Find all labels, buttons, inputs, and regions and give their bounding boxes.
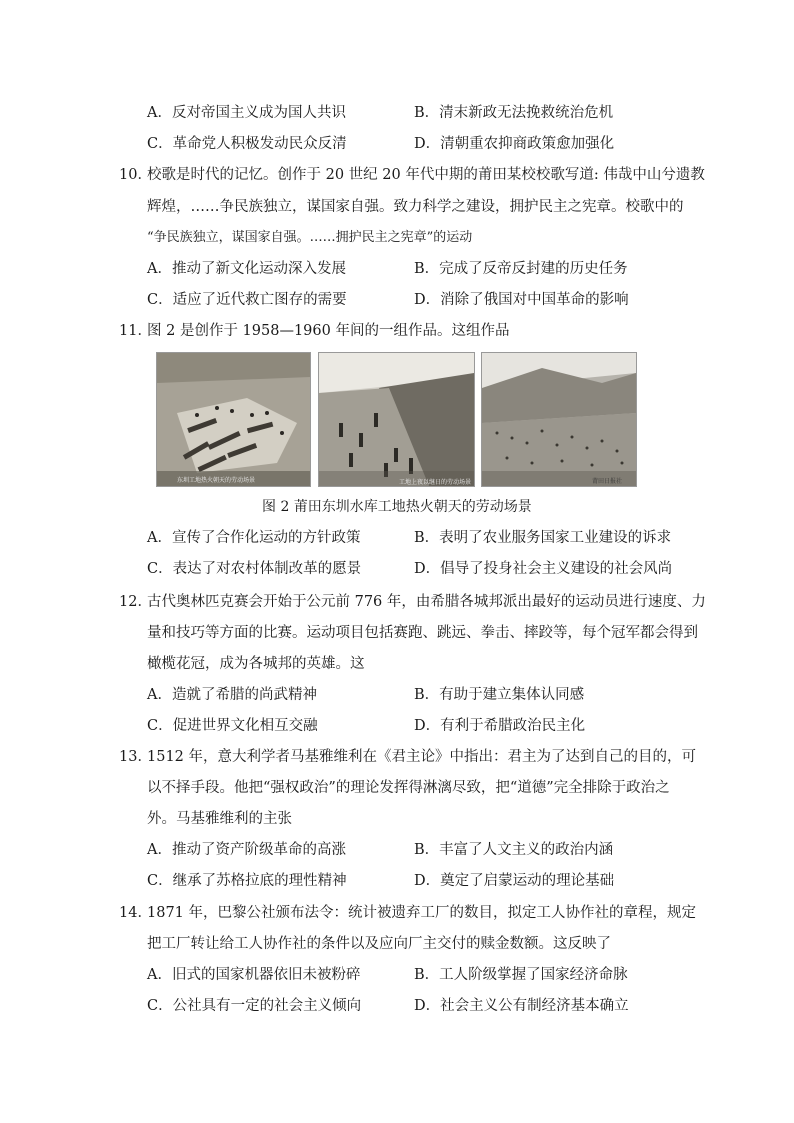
q13-number: 13．	[119, 749, 152, 765]
q14-option-d[interactable]: D．社会主义公有制经济基本确立	[414, 998, 629, 1014]
q14-stem-line-2: 把工厂转让给工人协作社的条件以及应向厂主交付的赎金数额。这反映了	[147, 936, 611, 952]
q9-option-d[interactable]: D．清朝重农抑商政策愈加强化	[414, 136, 615, 152]
slope-workers-photo-icon	[319, 353, 474, 486]
boats-photo-icon	[157, 353, 310, 486]
q12-option-d[interactable]: D．有利于希腊政治民主化	[414, 718, 586, 734]
q11-option-c[interactable]: C．表达了对农村体制改革的愿景	[147, 561, 362, 577]
slope-photo-watermark: 工地上夜以继日的劳动场景	[399, 479, 472, 486]
q12-stem-line-2: 量和技巧等方面的比赛。运动项目包括赛跑、跳远、拳击、摔跤等，每个冠军都会得到	[147, 625, 698, 641]
q14-number: 14．	[119, 905, 152, 921]
q14-option-a[interactable]: A．旧式的国家机器依旧未被粉碎	[147, 967, 361, 983]
q13-option-a[interactable]: A．推动了资产阶级革命的高涨	[147, 842, 346, 858]
q11-stem: 图 2 是创作于 1958—1960 年间的一组作品。这组作品	[147, 323, 510, 339]
q9-option-c[interactable]: C．革命党人积极发动民众反清	[147, 136, 347, 152]
figure-2-caption: 图 2 莆田东圳水库工地热火朝天的劳动场景	[262, 499, 532, 515]
q13-stem-line-3: 外。马基雅维利的主张	[147, 811, 292, 827]
figure-photo-crowd-valley	[481, 352, 637, 487]
q14-option-c[interactable]: C．公社具有一定的社会主义倾向	[147, 998, 362, 1014]
figure-photo-boats	[156, 352, 311, 487]
q13-stem-line-1: 1512 年，意大利学者马基雅维利在《君主论》中指出：君主为了达到自己的目的，可	[147, 749, 697, 765]
q9-option-b[interactable]: B．清末新政无法挽救统治危机	[414, 105, 614, 121]
q11-number: 11．	[119, 323, 152, 339]
q12-stem-line-3: 橄榄花冠，成为各城邦的英雄。这	[147, 656, 365, 672]
q13-option-b[interactable]: B．丰富了人文主义的政治内涵	[414, 842, 614, 858]
q10-option-b[interactable]: B．完成了反帝反封建的历史任务	[414, 261, 628, 277]
q11-option-b[interactable]: B．表明了农业服务国家工业建设的诉求	[414, 530, 672, 546]
q10-stem-line-3: “争民族独立，谋国家自强。……拥护民主之宪章”的运动	[147, 230, 473, 245]
crowd-valley-photo-icon	[482, 353, 636, 486]
q13-option-c[interactable]: C．继承了苏格拉底的理性精神	[147, 873, 347, 889]
q12-number: 12．	[119, 594, 152, 610]
q10-stem-line-2: 辉煌，……争民族独立，谋国家自强。致力科学之建设，拥护民主之宪章。校歌中的	[147, 199, 684, 215]
q14-stem-line-1: 1871 年，巴黎公社颁布法令：统计被遗弃工厂的数目，拟定工人协作社的章程，规定	[147, 905, 697, 921]
crowd-photo-watermark: 莆田日报社	[592, 478, 623, 485]
q10-option-a[interactable]: A．推动了新文化运动深入发展	[147, 261, 346, 277]
q10-stem-line-1: 校歌是时代的记忆。创作于 20 世纪 20 年代中期的莆田某校校歌写道: 伟哉中山兮遗教	[147, 167, 705, 183]
q13-stem-line-2: 以不择手段。他把“强权政治”的理论发挥得淋漓尽致，把“道德”完全排除于政治之	[147, 780, 670, 796]
q11-option-d[interactable]: D．倡导了投身社会主义建设的社会风尚	[414, 561, 673, 577]
q12-stem-line-1: 古代奥林匹克赛会开始于公元前 776 年，由希腊各城邦派出最好的运动员进行速度、力	[147, 594, 706, 610]
q12-option-a[interactable]: A．造就了希腊的尚武精神	[147, 687, 317, 703]
boats-photo-watermark: 东圳工地热火朝天的劳动场景	[177, 477, 256, 484]
q13-option-d[interactable]: D．奠定了启蒙运动的理论基础	[414, 873, 615, 889]
q9-option-a[interactable]: A．反对帝国主义成为国人共识	[147, 105, 346, 121]
q14-option-b[interactable]: B．工人阶级掌握了国家经济命脉	[414, 967, 628, 983]
q12-option-c[interactable]: C．促进世界文化相互交融	[147, 718, 318, 734]
q10-option-d[interactable]: D．消除了俄国对中国革命的影响	[414, 292, 629, 308]
q10-number: 10．	[119, 167, 152, 183]
q11-option-a[interactable]: A．宣传了合作化运动的方针政策	[147, 530, 361, 546]
figure-photo-slope-workers	[318, 352, 475, 487]
q10-option-c[interactable]: C．适应了近代救亡图存的需要	[147, 292, 347, 308]
q12-option-b[interactable]: B．有助于建立集体认同感	[414, 687, 585, 703]
